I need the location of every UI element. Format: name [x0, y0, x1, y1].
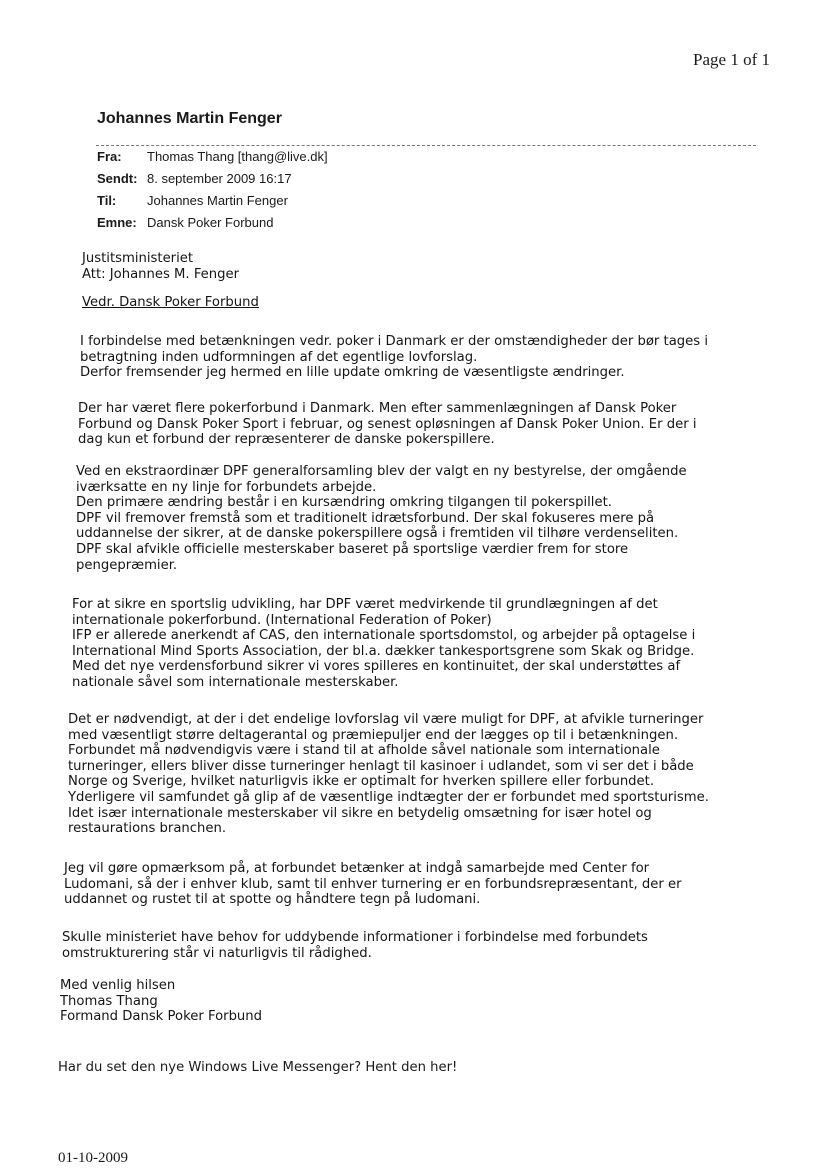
- to-label: Til:: [97, 193, 117, 208]
- subject-value: Dansk Poker Forbund: [147, 215, 274, 230]
- text-line: DPF skal afvikle officielle mesterskaber baseret på sportslige værdier frem for store: [76, 541, 629, 557]
- page-number: Page 1 of 1: [693, 50, 770, 69]
- header-row-sent: [97, 168, 328, 190]
- paragraph-3: [76, 464, 756, 586]
- text-line: DPF vil fremover fremstå som et traditionelt idrætsforbund. Der skal fokuseres mere på: [76, 510, 655, 526]
- sender-name: Johannes Martin Fenger: [97, 110, 282, 127]
- text-line: For at sikre en sportslig udvikling, har DPF været medvirkende til grundlægningen af det: [72, 597, 658, 612]
- text-line: Norge og Sverige, hvilket naturligvis ikke er optimalt for hverken spillere eller forbundet.: [68, 774, 655, 790]
- paragraph-4: [72, 597, 752, 704]
- sent-value: 8. september 2009 16:17: [147, 171, 292, 186]
- text-line: med væsentligt større deltagerantal og præmiepuljer end der lægges op til i betænkningen.: [68, 727, 679, 743]
- paragraph-2: [78, 401, 758, 461]
- paragraph-6: [64, 861, 744, 921]
- text-line: Det er nødvendigt, at der i det endelige lovforslag vil være muligt for DPF, at afvikle turneringer: [68, 712, 704, 727]
- text-line: Med det nye verdensforbund sikrer vi vores spilleres en kontinuitet, der skal understøttes af: [72, 659, 681, 675]
- from-value: Thomas Thang [thang@live.dk]: [147, 149, 328, 164]
- text-line: turneringer, ellers bliver disse turneringer henlagt til kasinoer i udlandet, som vi ser det i både: [68, 758, 694, 774]
- recipient-line: Justitsministeriet: [82, 251, 194, 266]
- signature-line: Formand Dansk Poker Forbund: [60, 1009, 263, 1025]
- text-line: Skulle ministeriet have behov for uddybende informationer i forbindelse med forbundets: [62, 930, 648, 945]
- subject-label: Emne:: [97, 215, 137, 230]
- text-line: Ved en ekstraordinær DPF generalforsamling blev der valgt en ny bestyrelse, der omgående: [76, 464, 687, 479]
- sent-label: Sendt:: [97, 171, 138, 186]
- signature-block: [60, 978, 740, 1038]
- text-line: Idet især internationale mesterskaber vil sikre en betydelig omsætning for især hotel og: [68, 805, 652, 821]
- to-value: Johannes Martin Fenger: [147, 193, 288, 208]
- signature-line: Thomas Thang: [60, 993, 158, 1009]
- text-line: International Mind Sports Association, der bl.a. dækker tankesportsgrene som Skak og Bridge.: [72, 643, 695, 659]
- text-line: pengepræmier.: [76, 557, 178, 573]
- text-line: Den primære ændring består i en kursændring omkring tilgangen til pokerspillet.: [76, 495, 612, 511]
- paragraph-7: [62, 930, 742, 974]
- from-label: Fra:: [97, 149, 122, 164]
- text-line: dag kun et forbund der repræsenterer de danske pokerspillere.: [78, 432, 495, 448]
- text-line: betragtning inden udformningen af det egentlige lovforslag.: [80, 349, 478, 365]
- email-header-fields: [97, 146, 328, 234]
- text-line: uddannet og rustet til at spotte og håndtere tegn på ludomani.: [64, 892, 481, 908]
- text-line: Derfor fremsender jeg hermed en lille update omkring de væsentligste ændringer.: [80, 365, 625, 381]
- text-line: iværksatte en ny linje for forbundets arbejde.: [76, 479, 377, 495]
- header-row-to: [97, 190, 328, 212]
- text-line: Ludomani, så der i enhver klub, samt til enhver turnering er en forbundsrepræsentant, der er: [64, 876, 682, 892]
- header-row-from: [97, 146, 328, 168]
- text-line: internationale pokerforbund. (International Federation of Poker): [72, 612, 492, 628]
- paragraph-1: [80, 334, 760, 394]
- messenger-footer-note: Har du set den nye Windows Live Messenger? Hent den her!: [58, 1060, 458, 1075]
- text-line: Yderligere vil samfundet gå glip af de væsentlige indtægter der er forbundet med sportsturisme.: [68, 789, 709, 805]
- text-line: Forbundet må nødvendigvis være i stand til at afholde såvel nationale som internationale: [68, 743, 660, 759]
- header-row-subject: [97, 212, 328, 234]
- print-date: 01-10-2009: [58, 1150, 128, 1166]
- text-line: IFP er allerede anerkendt af CAS, den internationale sportsdomstol, og arbejder på optagelse i: [72, 628, 696, 644]
- paragraph-5: [68, 712, 748, 850]
- text-line: Der har været flere pokerforbund i Danmark. Men efter sammenlægningen af Dansk Poker: [78, 401, 677, 416]
- letter-subject: Vedr. Dansk Poker Forbund: [82, 295, 259, 311]
- text-line: uddannelse der sikrer, at de danske pokerspillere også i fremtiden vil tilhøre verdenseliten.: [76, 526, 679, 542]
- text-line: Jeg vil gøre opmærksom på, at forbundet betænker at indgå samarbejde med Center for: [64, 861, 650, 876]
- text-line: omstrukturering står vi naturligvis til rådighed.: [62, 945, 372, 961]
- recipient-line: Att: Johannes M. Fenger: [82, 266, 240, 282]
- text-line: I forbindelse med betænkningen vedr. poker i Danmark er der omstændigheder der bør tages i: [80, 334, 708, 349]
- text-line: restaurations branchen.: [68, 821, 227, 837]
- recipient-block: [82, 251, 762, 324]
- text-line: Forbund og Dansk Poker Sport i februar, og senest opløsningen af Dansk Poker Union. Er der i: [78, 416, 697, 432]
- text-line: nationale såvel som internationale mesterskaber.: [72, 674, 399, 690]
- signature-line: Med venlig hilsen: [60, 978, 176, 993]
